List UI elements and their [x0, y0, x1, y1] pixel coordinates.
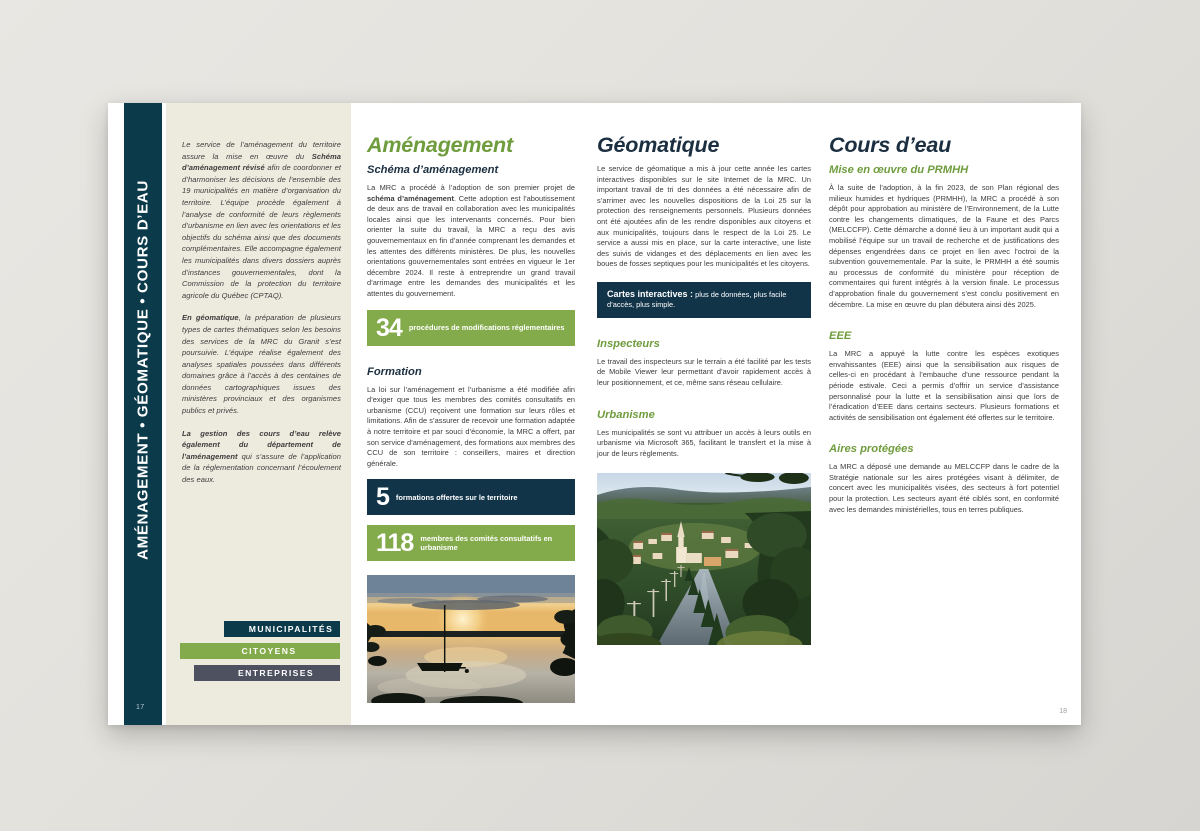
page-title-amenagement: Aménagement [367, 133, 513, 157]
emphasis-text: schéma d’aménagement [367, 193, 454, 203]
page-title-geomatique: Géomatique [597, 133, 720, 157]
page-title-cours-eau: Cours d’eau [829, 133, 952, 157]
lake-sunset-sailboat-photo [367, 575, 575, 703]
magazine-spread [108, 103, 1080, 725]
emphasis-text: En géomatique [182, 313, 239, 323]
body-paragraph: La MRC a déposé une demande au MELCCFP dans le cadre de la Stratégie nationale sur les aires protégées visant à délimiter, de concert avec les municipalités visées, des secteurs à fort potentiel pour la protection. Les secteurs ayant été ciblés sont, en conformité avec les demandes ministérielles, tous en terres publiques. [829, 462, 1059, 514]
tab-citoyens-label: CITOYENS [241, 646, 297, 656]
section-heading: Urbanisme [597, 408, 655, 421]
page-number-right: 18 [1059, 708, 1067, 715]
body-paragraph: À la suite de l’adoption, à la fin 2023, de son Plan régional des milieux humides et hydriques (PRMHH), la MRC a procédé à son dépôt pour approbation au ministère de l’Environnement, de la Lutte contre les changements climatiques, de la Faune et des Parcs (MELCCFP). Cette démarche a donné lieu à un important audit qui a mobilisé l’équipe sur un travail de recherche et de justifications des dépenses engendrées dans ce projet en lien avec l’octroi de la subvention gouvernementale. Par la suite, le PRMHH a été soumis au processus de conformité du ministère pour réception de commentaires qui furent intégrés à la version finale. Le processus d’approbation finale du gouvernement s’est conclu positivement en décembre. La mise en œuvre du plan débutera ainsi dès 2025. [829, 183, 1059, 309]
callout-box: Cartes interactives : plus de données, plus facile d’accès, plus simple. [597, 282, 811, 318]
stat-number: 118 [376, 529, 414, 558]
left-page [108, 103, 351, 725]
geomatique-body [597, 164, 811, 459]
intro-panel [166, 103, 351, 725]
stat-box [367, 479, 575, 515]
stat-box [367, 525, 575, 561]
stat-label: membres des comités consultatifs en urbanisme [420, 533, 553, 553]
tab-municipalites[interactable] [224, 621, 340, 637]
body-paragraph: La MRC a appuyé la lutte contre les espèces exotiques envahissantes (EEE) ainsi que la sensibilisation aux risques de celles-ci en procédant à l’embauche d’une ressource pendant la période estivale. Ceci a permis d’offrir un service d’assistance personnalisé pour la lutte et la sensibilisation ainsi que lors de l’éradication d’EEE dans certains secteurs. Plusieurs formations et activités de sensibilisation ont également été offertes sur le territoire. [829, 349, 1059, 422]
emphasis-text: Schéma d’aménagement révisé [182, 151, 341, 173]
body-paragraph: La loi sur l’aménagement et l’urbanisme a été modifiée afin d’exiger que tous les membres des comités consultatifs en urbanisme (CCU) reçoivent une formation sur leurs rôles et limitations. Afin de s’assurer de recevoir une formation adaptée à notre territoire et par souci d’économie, la MRC a offert, par son service d’aménagement, des formations aux membres des CCU de son territoire : conseillers, maires et direction générale. [367, 384, 575, 468]
section-heading: Mise en œuvre du PRMHH [829, 164, 969, 176]
page-number-left: 17 [136, 704, 145, 711]
stat-label: formations offertes sur le territoire [395, 492, 518, 502]
stat-number: 5 [376, 483, 389, 512]
section-heading: Formation [367, 365, 422, 378]
intro-paragraph: En géomatique, la préparation de plusieurs types de cartes thématiques selon les besoins des services de la MRC du Granit s’est poursuivie. L’équipe réalise également des analyses spatiales poussées dans différents domaines grâce à l’accès à des centaines de données cartographiques issues des ministères provinciaux et des organismes publics et privés. [182, 313, 341, 416]
body-paragraph: Le service de géomatique a mis à jour cette année les cartes interactives disponibles sur le site Internet de la MRC. Un important travail de tri des données a été nécessaire afin de s’arrimer avec les nouvelles dispositions de la Loi 25 sur la protection des renseignements personnels. Plusieurs données ont été ajoutées afin de les rendre disponibles aux citoyens et aux municipalités, toujours dans le respect de la Loi 25. Le service a aussi mis en place, sur la carte interactive, une liste des suivis de vidanges et des déplacements en lien avec les boues de fosses septiques pour les municipalités et les citoyens. [597, 164, 811, 269]
amenagement-body [367, 164, 575, 561]
intro-paragraph: Le service de l’aménagement du territoire assure la mise en œuvre du Schéma d’aménagement révisé afin de coordonner et d’harmoniser les décisions de l’ensemble des 19 municipalités en matière d’organisation du territoire. L’équipe procède également à l’analyse de conformité de leurs règlements d’urbanisme en lien avec les orientations et les objectifs du schéma ainsi que des documents complémentaires. Elle accompagne également les municipalités dans divers dossiers auprès d’instances gouvernementales, dont la Commission de la protection du territoire agricole du Québec (CPTAQ). [182, 140, 341, 300]
cours-eau-body [829, 164, 1059, 515]
right-page [351, 103, 1081, 725]
section-heading: EEE [829, 330, 852, 343]
body-paragraph: Les municipalités se sont vu attribuer un accès à leurs outils en urbanisme via Microsoft 365, facilitant le transfert et la mise à jour de leurs règlements. [597, 427, 811, 458]
section-vertical-title: AMÉNAGEMENT • GÉOMATIQUE • COURS D’EAU [134, 180, 152, 561]
column-cours-eau [829, 133, 1059, 725]
village-road-church-photo [597, 473, 811, 645]
section-heading: Schéma d’aménagement [367, 164, 499, 176]
tab-entreprises-label: ENTREPRISES [237, 668, 315, 678]
emphasis-text: La gestion des cours d’eau relève également du département de l’aménagement [182, 428, 341, 461]
stat-number: 34 [376, 313, 402, 342]
body-paragraph: Le travail des inspecteurs sur le terrain a été facilité par les tests de Mobile Viewer leur permettant d’avoir rapidement accès à leur positionnement, et ce, même sans réseau cellulaire. [597, 356, 811, 387]
stat-label: procédures de modifications réglementaires [408, 322, 565, 332]
intro-paragraph: La gestion des cours d’eau relève également du département de l’aménagement qui s’assure de l’application de la réglementation concernant l’écoulement des eaux. [182, 428, 341, 485]
intro-text-block [182, 139, 341, 497]
section-heading: Aires protégées [829, 443, 914, 456]
tab-entreprises[interactable] [194, 665, 340, 681]
body-paragraph: La MRC a procédé à l’adoption de son premier projet de schéma d’aménagement. Cette adoption est l’aboutissement de deux ans de travail en collaboration avec les municipalités locales ainsi que les intervenants concernés. Pour bien orienter la suite du travail, la MRC a reçu des avis gouvernementaux en fin d’année comprenant les demandes et les attentes des différents ministères. De plus, les nouvelles orientations gouvernementales sont entrées en vigueur le 1er décembre 2024. Il reste à entreprendre un grand travail d’arrimage entre les demandes des municipalités et les attentes du gouvernement. [367, 183, 575, 298]
stat-box [367, 310, 575, 346]
column-amenagement [367, 133, 597, 725]
callout-lead: Cartes interactives : [607, 288, 694, 299]
tab-municipalites-label: MUNICIPALITÉS [248, 624, 334, 634]
section-heading: Inspecteurs [597, 337, 660, 350]
column-geomatique [597, 133, 829, 725]
tab-citoyens[interactable] [180, 643, 340, 659]
